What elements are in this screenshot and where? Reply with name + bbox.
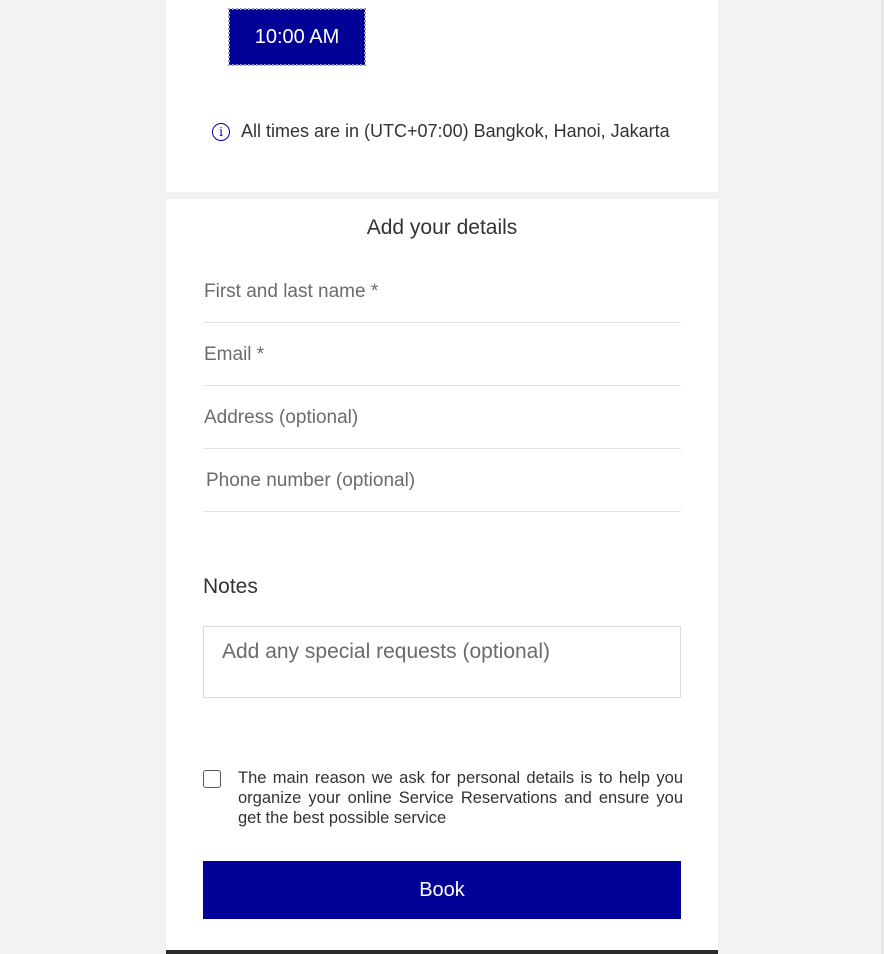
info-icon: i [212, 123, 230, 141]
book-button[interactable]: Book [203, 861, 681, 919]
footer-bar [166, 950, 718, 954]
phone-field[interactable] [203, 450, 681, 512]
consent-checkbox[interactable] [203, 770, 221, 788]
email-input[interactable] [203, 324, 681, 385]
consent-text: The main reason we ask for personal details is to help you organize your online Service Reservations and ensure you get the best possible service [238, 769, 683, 827]
name-input[interactable] [203, 261, 681, 322]
address-input[interactable] [203, 387, 681, 448]
time-slot-label: 10:00 AM [254, 25, 340, 48]
notes-label: Notes [203, 575, 258, 598]
timezone-text: All times are in (UTC+07:00) Bangkok, Hanoi, Jakarta [241, 121, 670, 141]
consent-row [203, 768, 683, 828]
notes-textarea[interactable] [204, 627, 680, 697]
email-field[interactable] [203, 324, 681, 386]
address-field[interactable] [203, 387, 681, 449]
timezone-note [212, 121, 670, 142]
details-title: Add your details [366, 216, 518, 239]
phone-input[interactable] [203, 450, 681, 511]
name-field[interactable] [203, 261, 681, 323]
notes-box[interactable] [203, 626, 681, 698]
time-slot-button[interactable] [229, 9, 365, 65]
